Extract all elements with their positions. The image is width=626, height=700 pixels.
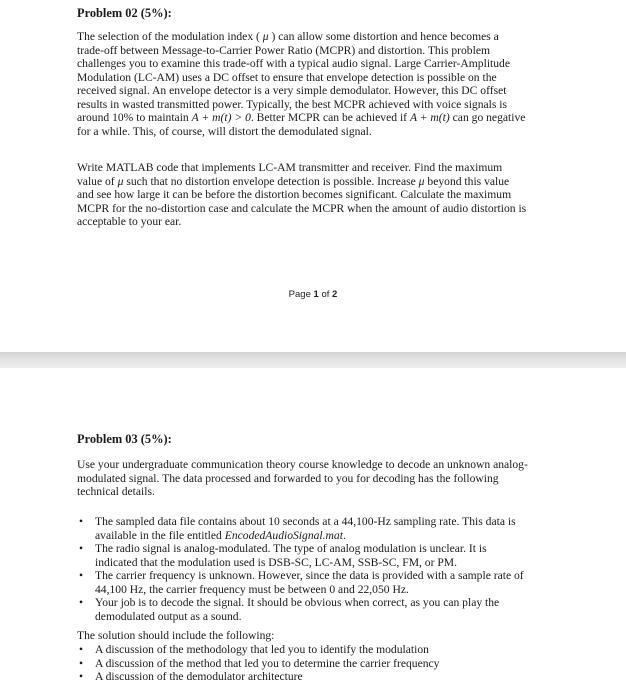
bullet-icon: • [79, 670, 84, 684]
solution-requirements-list [77, 643, 439, 684]
p02-para2-line-2: value of μ such that no distortion envelope detection is possible. Increase μ beyond this value [77, 174, 510, 188]
p02-para1-line-7: around 10% to maintain A + m(t) > 0. Better MCPR can be achieved if A + m(t) can go negative [77, 111, 526, 125]
p03-intro-line-3: technical details. [77, 485, 155, 499]
bullet-icon: • [79, 656, 84, 670]
bullet-icon: • [79, 643, 84, 656]
p02-para1-line-4: Modulation (LC-AM) uses a DC offset to ensure that envelope detection is possible on the [77, 70, 497, 84]
p02-para1-line-6: results in wasted transmitted power. Typically, the best MCPR achieved with voice signals is [77, 97, 508, 111]
p02-para1-line-2: trade-off between Message-to-Carrier Power Ratio (MCPR) and distortion. This problem [77, 43, 490, 57]
bullet-icon: • [79, 515, 84, 528]
problem-02-paragraph-2 [77, 161, 526, 229]
problem-02-paragraph-1 [77, 30, 525, 138]
math-expression: A + m(t) [409, 111, 450, 125]
math-expression: A + m(t) > 0 [191, 111, 251, 125]
p02-para1-line-3: challenges you to examine this trade-off with a typical audio signal. Large Carrier-Amplitude [77, 57, 511, 71]
bullet-icon: • [79, 569, 84, 583]
problem-03-intro [77, 458, 528, 499]
list-item: • The carrier frequency is unknown. However, since the data is provided with a sample rate of 44,100 Hz, the carrier frequency must be between 0 and 22,050 Hz. [79, 569, 524, 596]
page-separator [0, 352, 626, 368]
bullet-icon: • [79, 542, 84, 556]
problem-03-title: Problem 03 (5%): [77, 432, 172, 446]
p03-intro-line-2: modulated signal. The data processed and forwarded to you for decoding has the following [77, 471, 499, 485]
document-page-2 [0, 368, 626, 700]
p02-para2-line-3: and see how large it can be before the distortion becomes significant. Calculate the maximum [77, 188, 512, 202]
list-item: • The sampled data file contains about 10 seconds at a 44,100-Hz sampling rate. This data is available in the file entitled EncodedAudioSignal.mat. [79, 515, 516, 542]
list-item: • A discussion of the methodology that led you to identify the modulation [79, 643, 429, 656]
list-item: • A discussion of the demodulator architecture [79, 670, 303, 684]
file-name: EncodedAudioSignal.mat [224, 528, 343, 542]
problem-02-title: Problem 02 (5%): [77, 6, 172, 20]
p02-para2-line-4: MCPR for the no-distortion case and calculate the MCPR when the amount of audio distortion is [77, 201, 527, 215]
solution-intro: The solution should include the following: [77, 629, 275, 642]
p02-para2-line-5: acceptable to your ear. [77, 215, 182, 229]
page-number: Page 1 of 2 [288, 289, 338, 300]
bullet-icon: • [79, 596, 84, 610]
list-item: • A discussion of the method that led you to determine the carrier frequency [79, 656, 440, 670]
p02-para1-line-8: for a while. This, of course, will distort the demodulated signal. [77, 124, 372, 138]
list-item: • Your job is to decode the signal. It should be obvious when correct, as you can play the demodulated output as a sound. [79, 596, 500, 623]
technical-details-list [77, 515, 524, 623]
p02-para1-line-5: received signal. An envelope detector is a very simple demodulator. However, this DC offset [77, 84, 507, 98]
p02-para2-line-1: Write MATLAB code that implements LC-AM transmitter and receiver. Find the maximum [77, 161, 503, 174]
p02-para1-line-1: The selection of the modulation index ( μ ) can allow some distortion and hence becomes a [77, 30, 499, 43]
p03-intro-line-1: Use your undergraduate communication theory course knowledge to decode an unknown analog- [77, 458, 528, 471]
list-item: • The radio signal is analog-modulated. The type of analog modulation is unclear. It is indicated that the modulation used is DSB-SC, LC-AM, SSB-SC, FM, or PM. [79, 542, 487, 569]
